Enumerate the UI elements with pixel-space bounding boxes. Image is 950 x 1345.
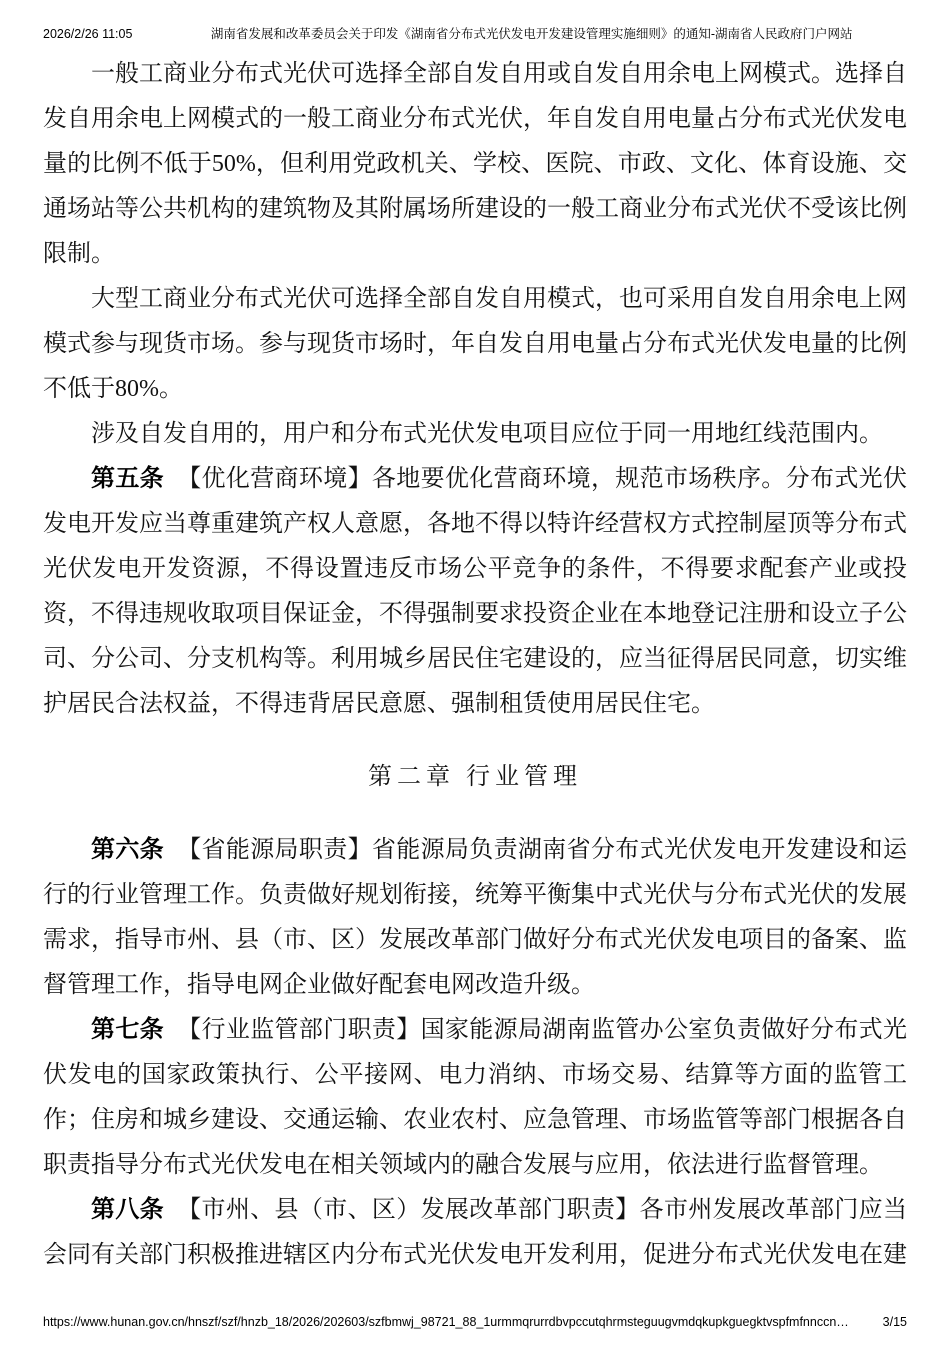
paragraph-article-8: [43, 1188, 907, 1278]
source-url: https://www.hunan.gov.cn/hnszf/szf/hnzb_18/2026/202603/szfbmwj_98721_88_1urmmqrurrdbvpccutqhrmsteguugvmdqkupkguegktvspfmfnnccn…: [43, 1315, 849, 1329]
page-number-indicator: 3/15: [882, 1315, 907, 1329]
paragraph-text: 【市州、县（市、区）发展改革部门职责】各市州发展改革部门应当会同有关部门积极推进辖区内分布式光伏发电开发利用，促进分布式光伏发电在建: [43, 1197, 907, 1268]
paragraph-text: 【省能源局职责】省能源局负责湖南省分布式光伏发电开发建设和运行的行业管理工作。负责做好规划衔接，统筹平衡集中式光伏与分布式光伏的发展需求，指导市州、县（市、区）发展改革部门做好分布式光伏发电项目的备案、监督管理工作，指导电网企业做好配套电网改造升级。: [43, 837, 907, 998]
paragraph-text: 【优化营商环境】各地要优化营商环境，规范市场秩序。分布式光伏发电开发应当尊重建筑产权人意愿，各地不得以特许经营权方式控制屋顶等分布式光伏发电开发资源，不得设置违反市场公平竞争的条件，不得要求配套产业或投资，不得违规收取项目保证金，不得强制要求投资企业在本地登记注册和设立子公司、分公司、分支机构等。利用城乡居民住宅建设的，应当征得居民同意，切实维护居民合法权益，不得违背居民意愿、强制租赁使用居民住宅。: [43, 466, 907, 717]
paragraph-text: 大型工商业分布式光伏可选择全部自发自用模式，也可采用自发自用余电上网模式参与现货市场。参与现货市场时，年自发自用电量占分布式光伏发电量的比例不低于80%。: [43, 286, 907, 402]
paragraph-article-6: [43, 828, 907, 1008]
article-number-bold: 第七条: [91, 1017, 165, 1043]
print-datetime: 2026/2/26 11:05: [43, 27, 133, 41]
article-number-bold: 第八条: [91, 1197, 165, 1223]
article-number-bold: 第五条: [91, 466, 165, 492]
paragraph-text: 一般工商业分布式光伏可选择全部自发自用或自发自用余电上网模式。选择自发自用余电上网模式的一般工商业分布式光伏，年自发自用电量占分布式光伏发电量的比例不低于50%，但利用党政机关、学校、医院、市政、文化、体育设施、交通场站等公共机构的建筑物及其附属场所建设的一般工商业分布式光伏不受该比例限制。: [43, 61, 907, 267]
paragraph-self-use-red-line: [43, 412, 907, 457]
paragraph-large-commercial: [43, 277, 907, 412]
document-title: 湖南省发展和改革委员会关于印发《湖南省分布式光伏发电开发建设管理实施细则》的通知-湖南省人民政府门户网站: [210, 27, 853, 41]
paragraph-article-5: [43, 457, 907, 727]
print-footer: [43, 1315, 907, 1329]
article-number-bold: 第六条: [91, 837, 165, 863]
chapter-heading: 第二章 行业管理: [368, 764, 582, 790]
paragraph-text: 涉及自发自用的，用户和分布式光伏发电项目应位于同一用地红线范围内。: [91, 421, 883, 447]
paragraph-general-commercial: [43, 52, 907, 277]
document-body: [43, 52, 907, 1278]
paragraph-article-7: [43, 1008, 907, 1188]
print-header: [43, 24, 907, 42]
paragraph-text: 【行业监管部门职责】国家能源局湖南监管办公室负责做好分布式光伏发电的国家政策执行、公平接网、电力消纳、市场交易、结算等方面的监管工作；住房和城乡建设、交通运输、农业农村、应急管理、市场监管等部门根据各自职责指导分布式光伏发电在相关领域内的融合发展与应用，依法进行监督管理。: [43, 1017, 907, 1178]
